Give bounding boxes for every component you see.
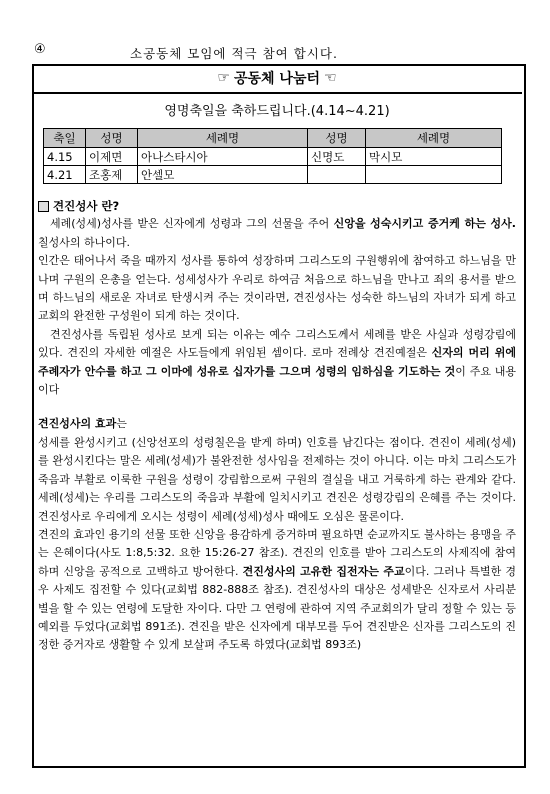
table-cell: 이제면 xyxy=(86,148,138,166)
table-cell: 막시모 xyxy=(366,148,502,166)
table-cell: 신명도 xyxy=(308,148,366,166)
table-cell: 4.21 xyxy=(44,166,86,184)
table-cell: 4.15 xyxy=(44,148,86,166)
square-bullet-icon xyxy=(38,201,49,212)
paragraph: 인간은 태어나서 죽을 때까지 성사를 통하여 성장하며 그리스도의 구원행위에 참여하고 하느님을 만나며 구원의 은총을 얻는다. 성세성사가 우리로 하여금 처음으로 하느님을 만나고 죄의 용서를 받으며 하느님의 새로운 자녀로 탄생시켜 주는 것이라면, 견진성사는 성숙한 하느님의 자녀가 되게 하고 교회의 완전한 구성원이 되게 하는 것이다. xyxy=(38,254,516,323)
column-header: 성명 xyxy=(86,129,138,148)
pointing-right-hand-icon: ☞ xyxy=(217,70,230,86)
table-cell: 안셀모 xyxy=(138,166,308,184)
article-body xyxy=(38,197,516,655)
paragraph: 견진성사를 독립된 성사로 보게 되는 이유는 예수 그리스도께서 세례를 받은 사실과 성령강림에 있다. 견진의 자세한 예절은 사도들에게 위임된 셈이다. 로마 전례상 견진예절은 신자의 머리 위에 주례자가 안수를 하고 그 이마에 성유로 십자가를 그으며 성령의 임하심을 기도하는 것이 주요 내용이다 xyxy=(38,327,516,397)
table-row xyxy=(44,148,502,166)
table-row xyxy=(44,166,502,184)
table-cell xyxy=(308,166,366,184)
feast-day-table xyxy=(43,128,502,184)
column-header: 세례명 xyxy=(138,129,308,148)
column-header: 축일 xyxy=(44,129,86,148)
table-cell: 조홍제 xyxy=(86,166,138,184)
emphasis: 신앙을 성숙시키고 증거케 하는 성사. xyxy=(333,217,516,231)
pointing-left-hand-icon: ☜ xyxy=(324,70,337,86)
paragraph: 성세를 완성시키고 (신앙선포의 성령칠은을 받게 하며) 인호를 남긴다는 점이다. 견진이 세례(성세)를 완성시킨다는 말은 세례(성세)가 불완전한 성사임을 전제하는 것이 아니다. 이는 마치 그리스도가 죽음과 부활로 이룩한 구원을 성령이 강림함으로써 구원의 결실을 내고 거룩하게 하는 관계와 같다. 세례(성세)는 우리를 그리스도의 죽음과 부활에 일치시키고 견진은 성령강림의 은혜를 주는 것이다. 견진성사로 우리에게 오시는 성령이 세례(성세)성사 때에도 오심은 물론이다. xyxy=(38,435,516,523)
emphasis: 견진성사의 고유한 집전자는 주교 xyxy=(242,564,405,578)
page-slogan: 소공동체 모임에 적극 참여 합시다. xyxy=(130,46,338,61)
emphasis: 신자의 머리 위에 주례자가 안수를 하고 그 이마에 성유로 십자가를 그으며 성령의 임하심을 기도하는 것 xyxy=(38,346,516,378)
heading-text: 견진성사 란? xyxy=(53,199,120,213)
table-header-row xyxy=(44,129,502,148)
banner-title: 공동체 나눔터 xyxy=(233,71,321,87)
page-number: ④ xyxy=(34,42,46,57)
column-header: 세례명 xyxy=(366,129,502,148)
feast-day-title: 영명축일을 축하드립니다.(4.14~4.21) xyxy=(164,104,390,119)
banner xyxy=(32,64,522,94)
section-heading xyxy=(38,197,516,215)
table-cell xyxy=(366,166,502,184)
column-header: 성명 xyxy=(308,129,366,148)
paragraph: 견진의 효과인 용기의 선물 또한 신앙을 용감하게 증거하며 필요하면 순교까지도 불사하는 용맹을 주는 은혜이다(사도 1:8,5:32. 요한 15:26-27 참조). 견진의 인호를 받아 그리스도의 사제직에 참여하며 신앙을 공적으로 고백하고 방어한다. 견진성사의 고유한 집전자는 주교이다. 그러나 특별한 경우 사제도 집전할 수 있다(교회법 882-888조 참조). 견진성사의 대상은 성세받은 신자로서 사리분별을 할 수 있는 연령에 도달한 자이다. 다만 그 연령에 관하여 지역 주교회의가 달리 정할 수 있는 등 예외를 두었다(교회법 891조). 견진을 받은 신자에게 대부모를 두어 견진받은 신자를 그리스도의 진정한 증거자로 생활할 수 있게 보살펴 주도록 하였다(교회법 893조) xyxy=(38,527,516,652)
section-heading: 견진성사의 효과는 xyxy=(38,417,127,431)
table-cell: 아나스타시아 xyxy=(138,148,308,166)
heading-text: 견진성사의 효과 xyxy=(38,417,117,431)
paragraph: 세례(성세)성사를 받은 신자에게 성령과 그의 선물을 주어 신앙을 성숙시키고 증거케 하는 성사. 칠성사의 하나이다. xyxy=(38,217,516,249)
